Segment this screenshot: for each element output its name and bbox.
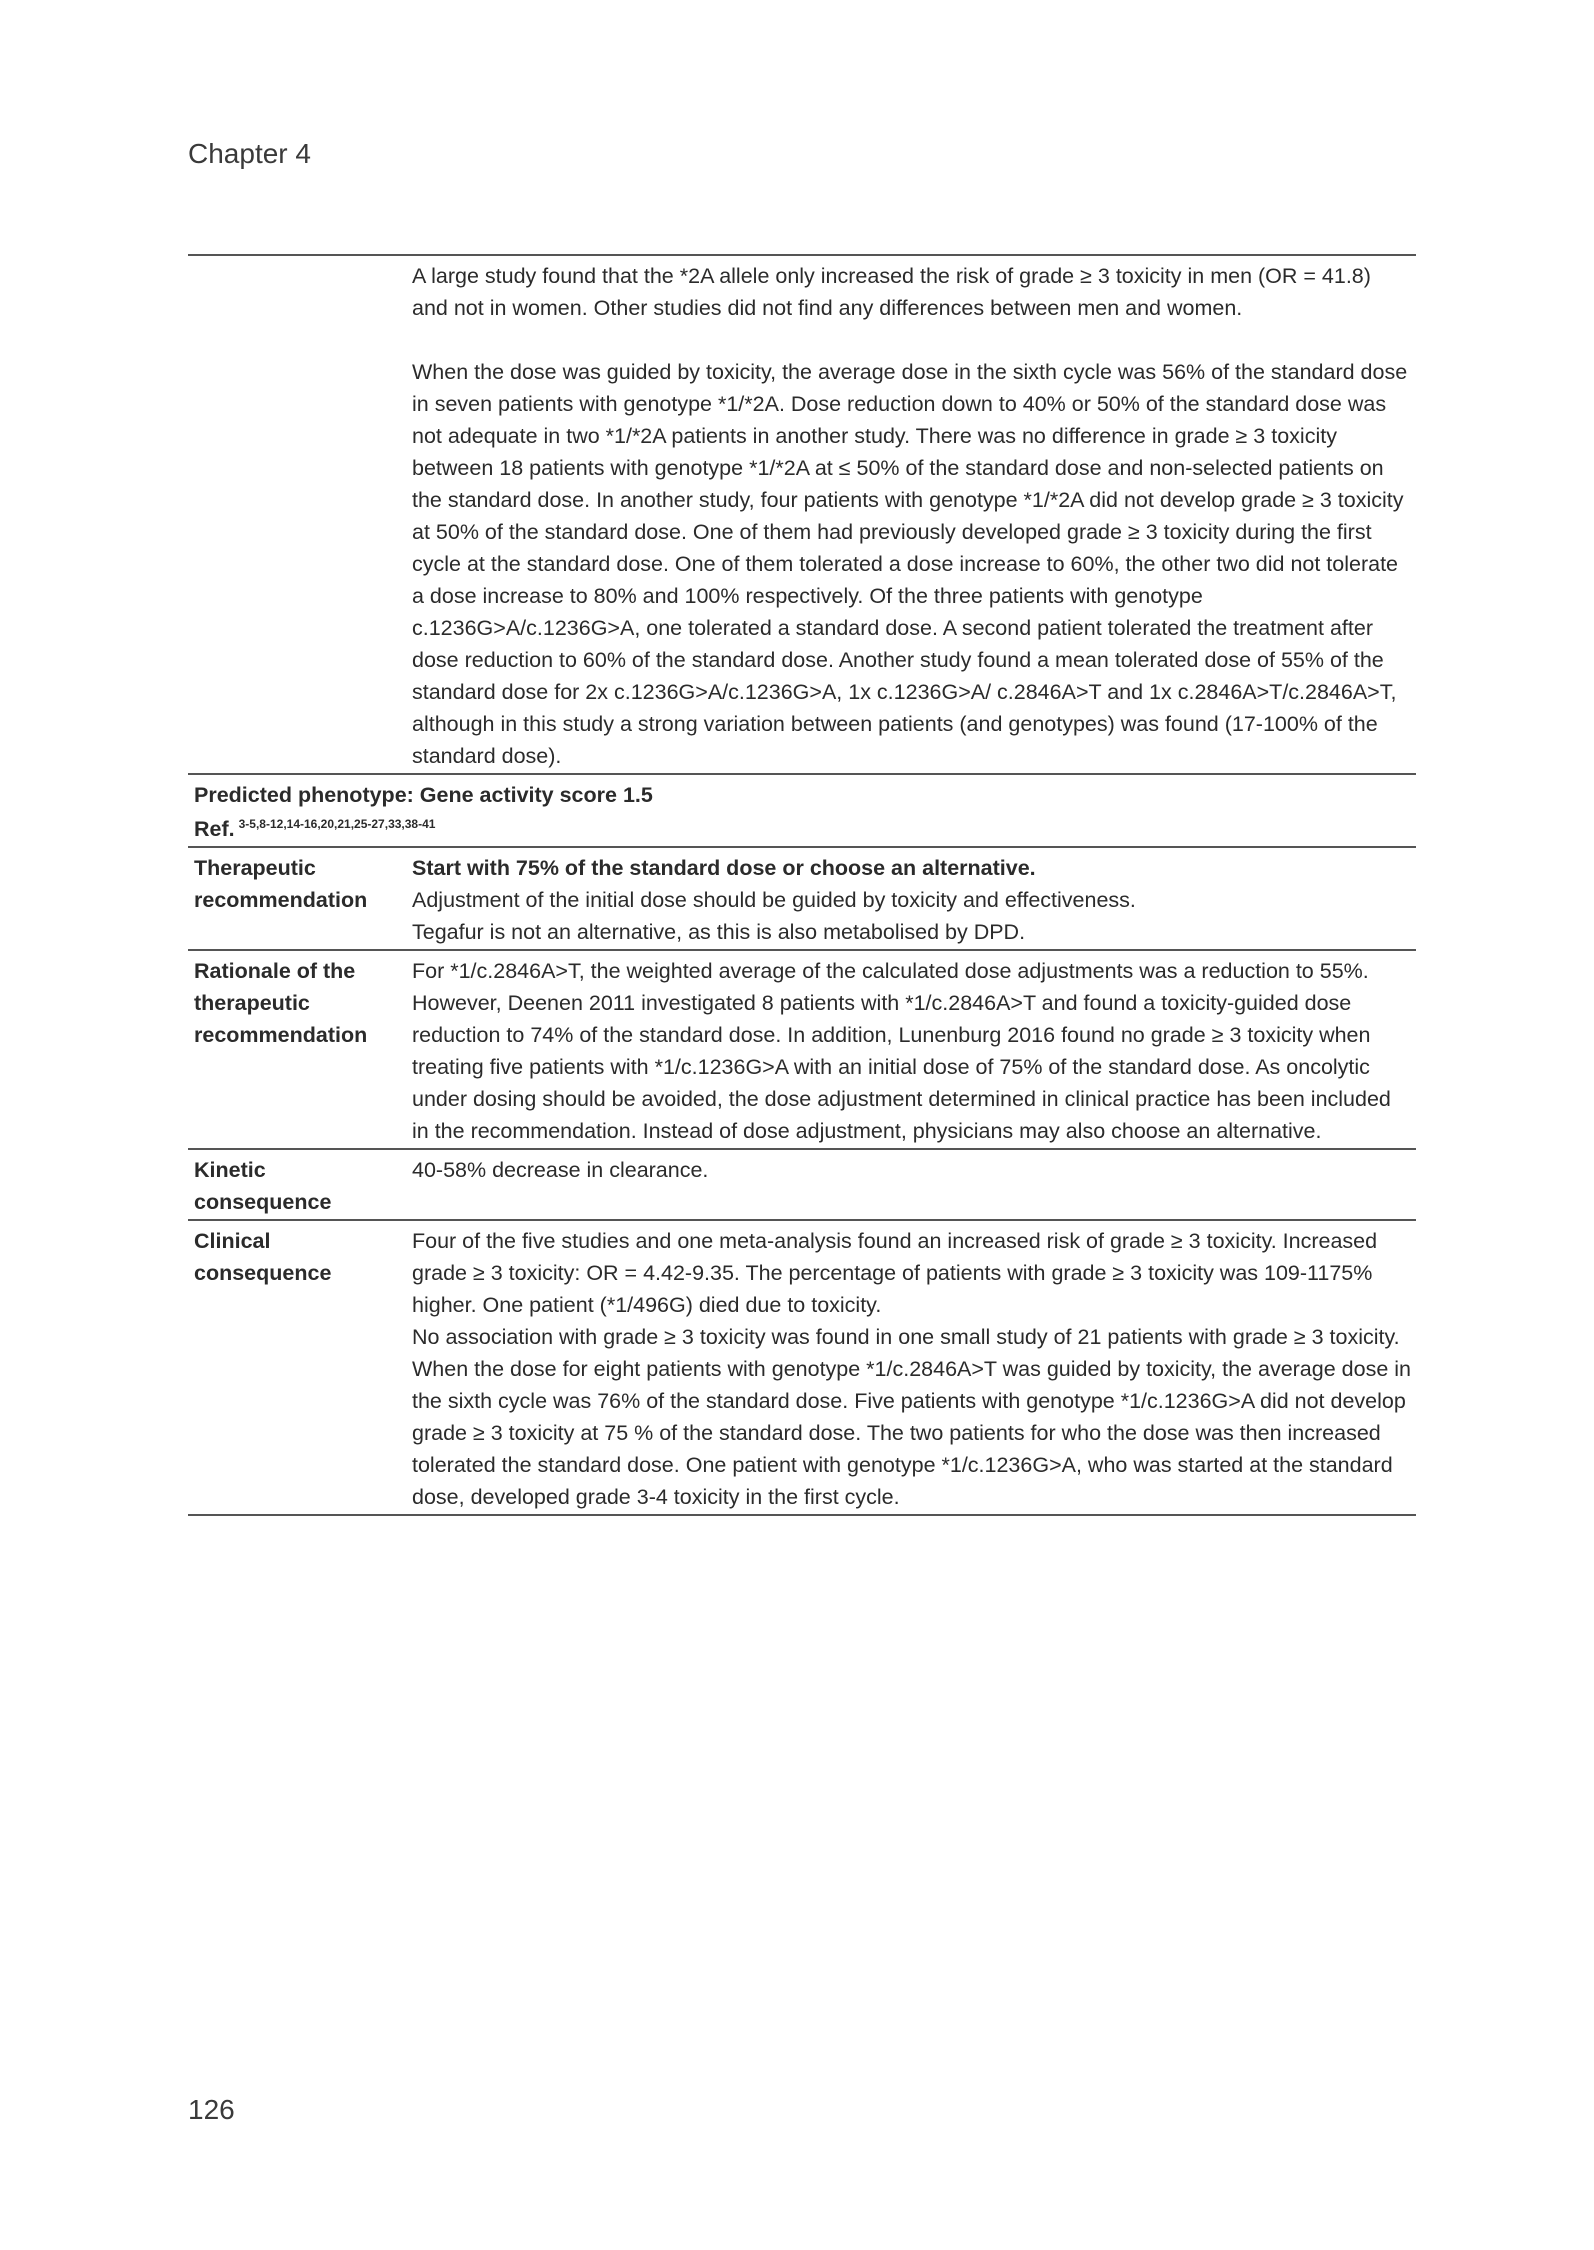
paragraph: A large study found that the *2A allele only increased the risk of grade ≥ 3 toxicity in men (OR = 41.8) and not in women. Other studies did not find any differences between men and women. (412, 264, 1371, 320)
table-row-first-block (188, 256, 1416, 775)
row-label-empty (188, 260, 406, 772)
paragraph: No association with grade ≥ 3 toxicity was found in one small study of 21 patients with grade ≥ 3 toxicity. (412, 1325, 1400, 1349)
recommendation-text: Start with 75% of the standard dose or choose an alternative. (412, 856, 1036, 880)
row-content (406, 260, 1416, 772)
table-row-rationale (188, 951, 1416, 1150)
row-label: Therapeutic recommendation (194, 856, 368, 912)
phenotype-row (188, 775, 1416, 848)
paragraph: When the dose for eight patients with genotype *1/c.2846A>T was guided by toxicity, the average dose in the sixth cycle was 76% of the standard dose. Five patients with genotype *1/c.1236G>A did not develop grade ≥ 3 toxicity at 75 % of the standard dose. The two patients for who the dose was then increased tolerated the standard dose. One patient with genotype *1/c.1236G>A, who was started at the standard dose, developed grade 3-4 toxicity in the first cycle. (412, 1357, 1411, 1509)
paragraph: 40-58% decrease in clearance. (412, 1158, 709, 1182)
ref-label: Ref. (194, 817, 235, 841)
row-content (406, 852, 1416, 948)
phenotype-title: Predicted phenotype: Gene activity score 1.5 (194, 783, 653, 807)
ref-numbers: 3-5,8-12,14-16,20,21,25-27,33,38-41 (238, 817, 436, 831)
chapter-header: Chapter 4 (188, 138, 311, 169)
row-label: Clinical consequence (194, 1229, 332, 1285)
paragraph: Adjustment of the initial dose should be guided by toxicity and effectiveness. (412, 888, 1136, 912)
row-label: Rationale of the therapeutic recommendation (194, 959, 368, 1047)
reference-line (194, 811, 1410, 842)
row-content (406, 955, 1416, 1147)
row-content (406, 1225, 1416, 1513)
row-label: Kinetic consequence (194, 1158, 332, 1214)
row-content (406, 1154, 1416, 1218)
paragraph: Four of the five studies and one meta-analysis found an increased risk of grade ≥ 3 toxicity. Increased grade ≥ 3 toxicity: OR = 4.42-9.35. The percentage of patients with grade ≥ 3 toxicity was 109-1175% higher. One patient (*1/496G) died due to toxicity. (412, 1229, 1378, 1317)
paragraph: Tegafur is not an alternative, as this is also metabolised by DPD. (412, 920, 1026, 944)
paragraph: For *1/c.2846A>T, the weighted average of the calculated dose adjustments was a reduction to 55%. However, Deenen 2011 investigated 8 patients with *1/c.2846A>T and found a toxicity-guided dose reduction to 74% of the standard dose. In addition, Lunenburg 2016 found no grade ≥ 3 toxicity when treating five patients with *1/c.1236G>A with an initial dose of 75% of the standard dose. As oncolytic under dosing should be avoided, the dose adjustment determined in clinical practice has been included in the recommendation. Instead of dose adjustment, physicians may also choose an alternative. (412, 959, 1391, 1143)
table-row-kinetic (188, 1150, 1416, 1221)
paragraph: When the dose was guided by toxicity, the average dose in the sixth cycle was 56% of the standard dose in seven patients with genotype *1/*2A. Dose reduction down to 40% or 50% of the standard dose was not adequate in two *1/*2A patients in another study. There was no difference in grade ≥ 3 toxicity between 18 patients with genotype *1/*2A at ≤ 50% of the standard dose and non-selected patients on the standard dose. In another study, four patients with genotype *1/*2A did not develop grade ≥ 3 toxicity at 50% of the standard dose. One of them had previously developed grade ≥ 3 toxicity during the first cycle at the standard dose. One of them tolerated a dose increase to 60%, the other two did not tolerate a dose increase to 80% and 100% respectively. Of the three patients with genotype c.1236G>A/c.1236G>A, one tolerated a standard dose. A second patient tolerated the treatment after dose reduction to 60% of the standard dose. Another study found a mean tolerated dose of 55% of the standard dose for 2x c.1236G>A/c.1236G>A, 1x c.1236G>A/ c.2846A>T and 1x c.2846A>T/c.2846A>T, although in this study a strong variation between patients (and genotypes) was found (17-100% of the standard dose). (412, 360, 1408, 768)
recommendation-table (188, 254, 1416, 1516)
table-row-clinical (188, 1221, 1416, 1516)
table-row-therapeutic (188, 848, 1416, 951)
page-number: 126 (188, 2094, 235, 2125)
